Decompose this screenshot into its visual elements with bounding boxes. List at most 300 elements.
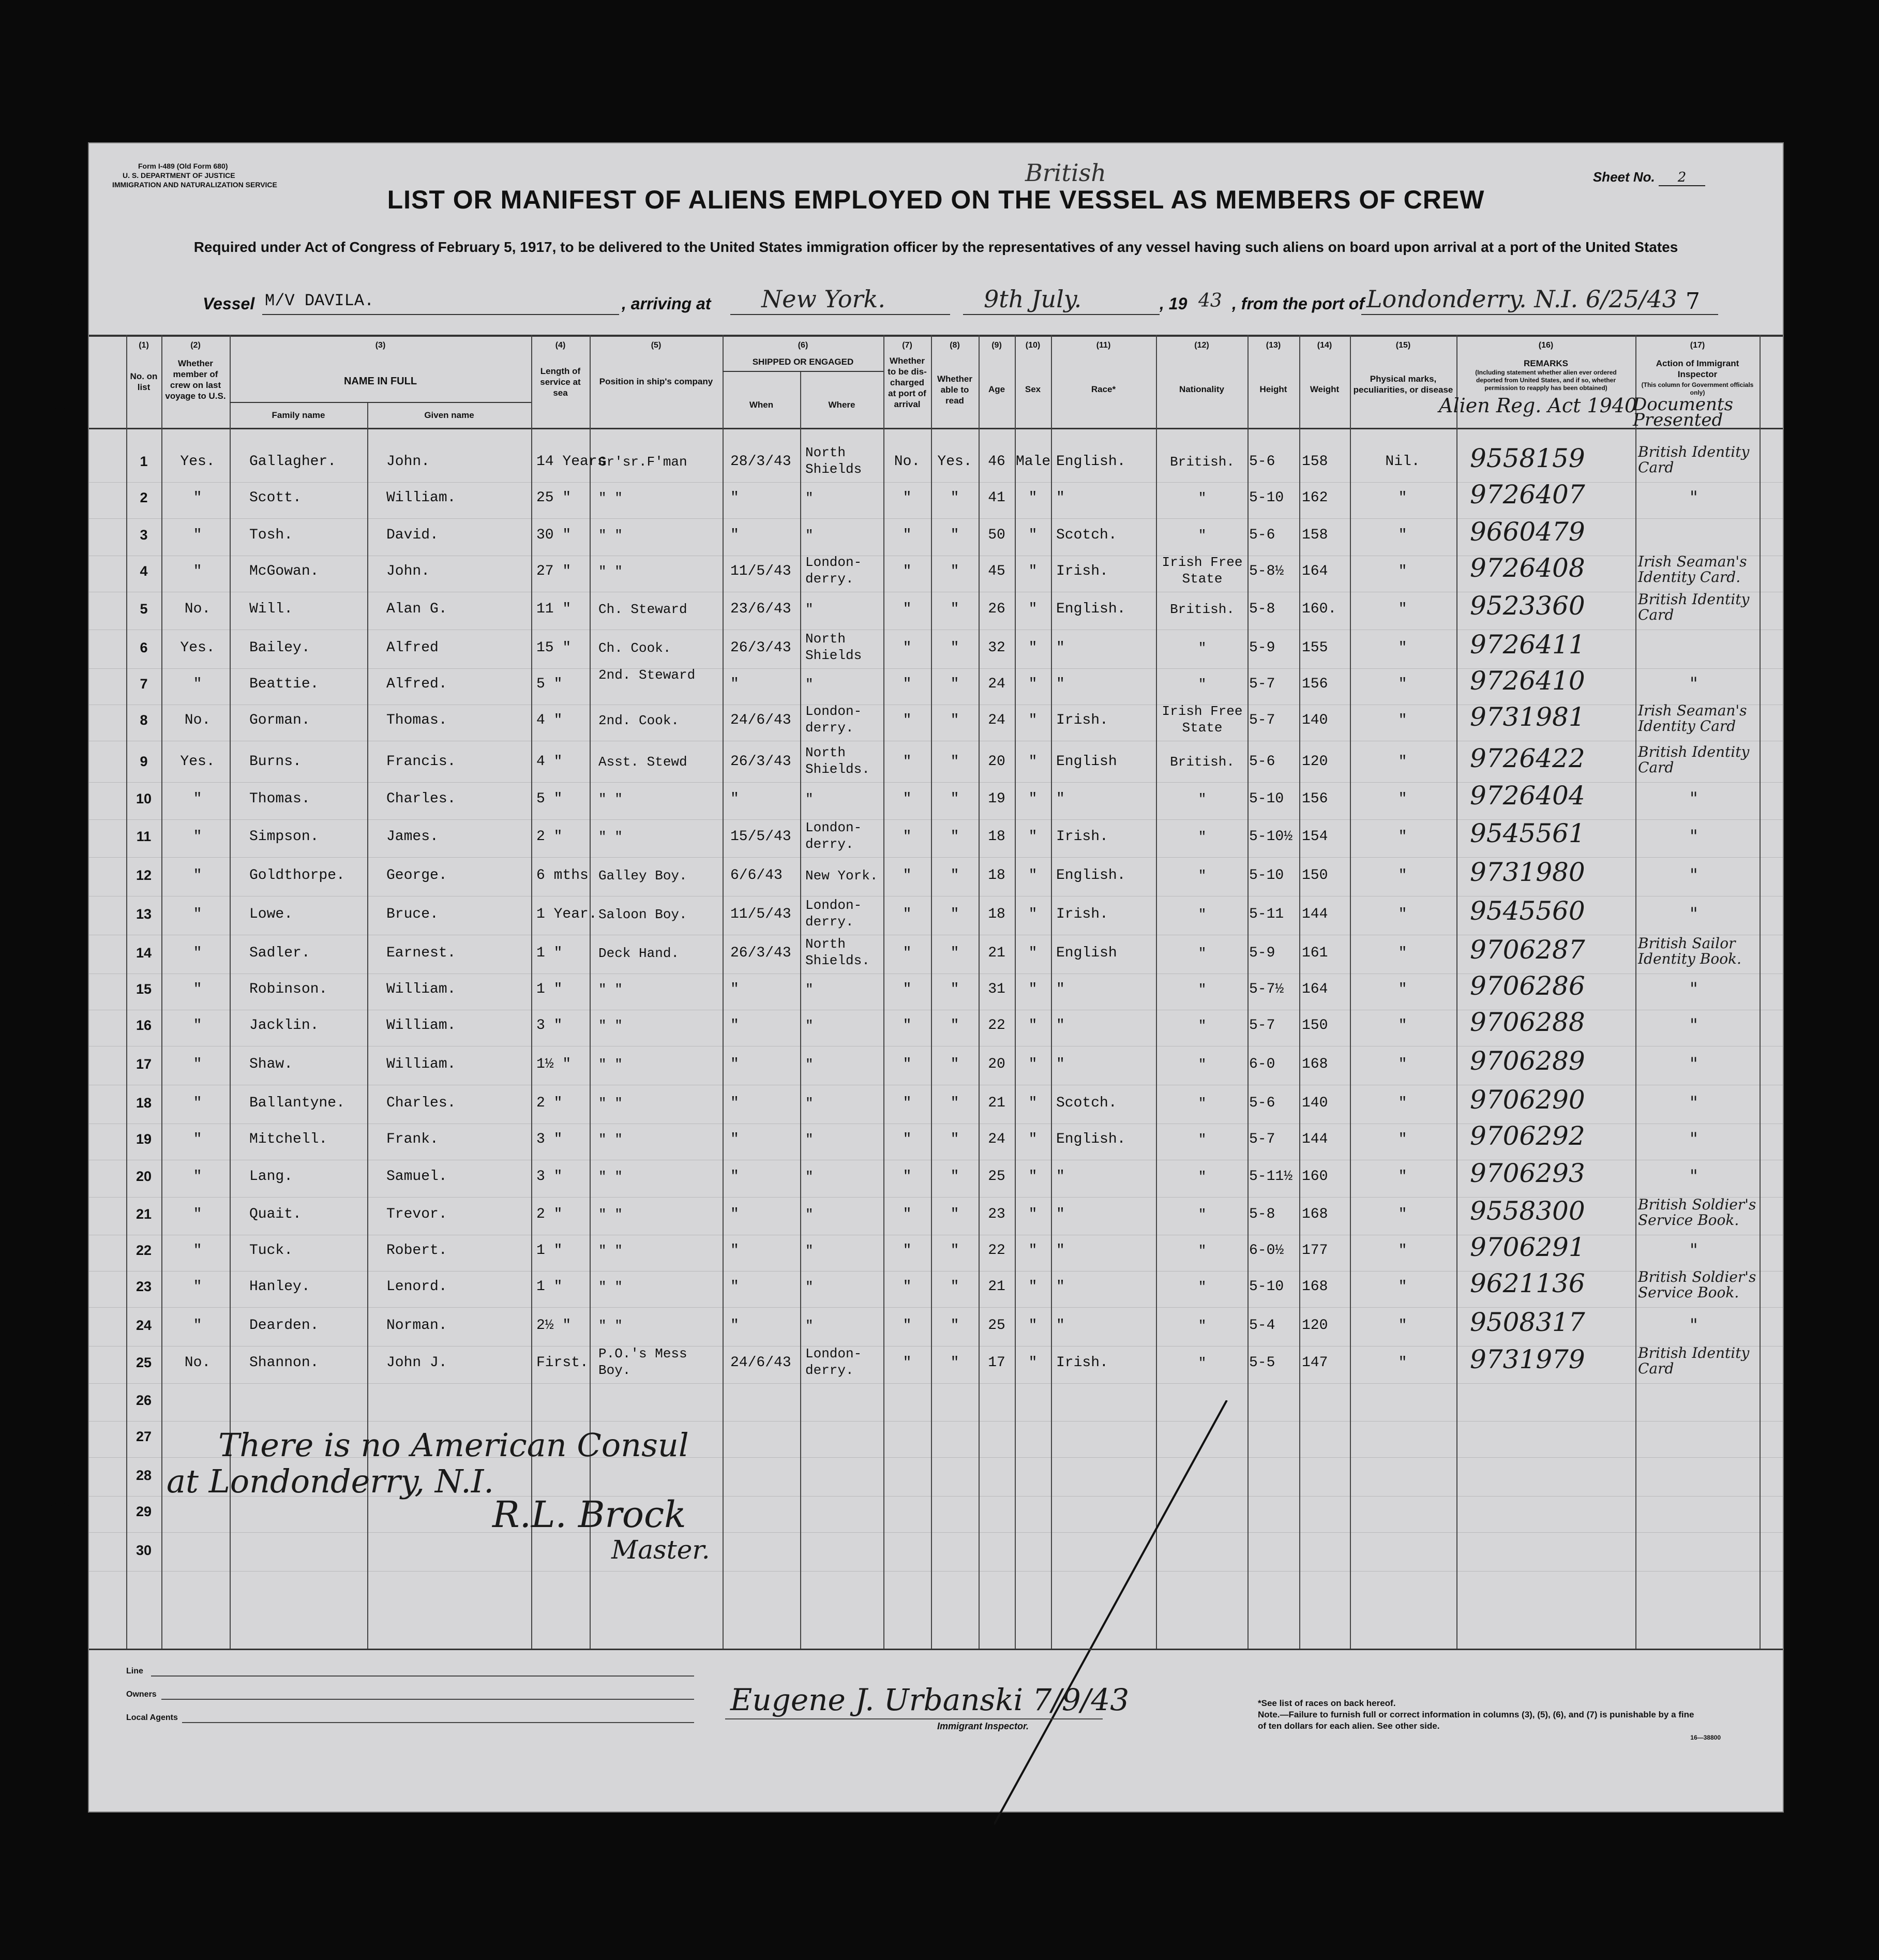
cell-race: " <box>1056 791 1065 807</box>
cell-disch: " <box>903 867 912 884</box>
cell-when: 24/6/43 <box>730 712 791 728</box>
remark-number: 9706291 <box>1470 1232 1585 1262</box>
col-head-remarks: REMARKS <box>1524 358 1568 368</box>
cell-race: English. <box>1056 454 1126 470</box>
remark-number: 9731980 <box>1470 857 1585 887</box>
cell-prev: " <box>193 906 202 922</box>
cell-read: " <box>950 1056 959 1072</box>
cell-family: Gallagher. <box>249 454 337 470</box>
row-number: 11 <box>136 829 152 844</box>
cell-marks: " <box>1398 1169 1407 1185</box>
cell-read: " <box>950 676 959 692</box>
cell-when: " <box>730 1056 739 1072</box>
vessel-line <box>203 285 1754 324</box>
cell-weight: 158 <box>1302 527 1328 543</box>
cell-given: Lenord. <box>386 1279 447 1295</box>
cell-prev: " <box>193 563 202 579</box>
cell-race: English. <box>1056 601 1126 617</box>
col-divider <box>800 371 801 1649</box>
inspector-action: British Sailor Identity Book. <box>1638 935 1741 967</box>
remark-number: 9731979 <box>1470 1344 1585 1374</box>
cell-read: " <box>950 640 959 656</box>
cell-nat: " <box>1198 1057 1207 1072</box>
cell-age: 20 <box>988 1056 1005 1072</box>
cell-age: 21 <box>988 1095 1005 1111</box>
cell-nat: " <box>1198 1169 1207 1185</box>
cell-given: David. <box>386 527 439 543</box>
cell-sex: " <box>1028 1355 1038 1371</box>
cell-when: " <box>730 1206 739 1222</box>
col-num-9: (9) <box>991 341 1002 350</box>
cell-family: Shannon. <box>249 1355 319 1371</box>
cell-prev: " <box>193 1318 202 1334</box>
cell-sex: " <box>1028 1206 1038 1222</box>
cell-marks: Nil. <box>1385 454 1420 470</box>
row-number: 4 <box>140 563 148 579</box>
cell-given: Frank. <box>386 1131 439 1147</box>
cell-marks: " <box>1398 527 1407 543</box>
cell-service: 1 " <box>536 1279 563 1295</box>
cell-where: North Shields. <box>805 936 870 968</box>
cell-service: 4 " <box>536 754 563 770</box>
cell-given: Robert. <box>386 1243 447 1259</box>
cell-height: 5-10 <box>1249 791 1284 807</box>
inspector-action: " <box>1690 1129 1698 1149</box>
col-divider <box>1247 335 1249 1649</box>
cell-family: Bailey. <box>249 640 310 656</box>
port-underline <box>1361 314 1718 315</box>
cell-service: 6 mths <box>536 867 589 884</box>
cell-race: " <box>1056 1318 1065 1334</box>
cell-race: Scotch. <box>1056 527 1117 543</box>
cell-service: 1½ " <box>536 1056 572 1072</box>
cell-family: Hanley. <box>249 1279 310 1295</box>
cell-marks: " <box>1398 791 1407 807</box>
arrival-year: 43 <box>1198 290 1222 311</box>
col-head-nationality: Nationality <box>1179 384 1224 394</box>
remark-number: 9558300 <box>1470 1196 1585 1226</box>
inspector-action: " <box>1690 1315 1698 1336</box>
cell-where: " <box>805 602 814 617</box>
col-head-prev-voyage: Whether member of crew on last voyage to U.S. <box>165 358 226 401</box>
cell-where: North Shields <box>805 445 862 477</box>
cell-position: " " <box>598 1207 623 1222</box>
cell-marks: " <box>1398 1243 1407 1259</box>
cell-weight: 161 <box>1302 945 1328 961</box>
service-name: IMMIGRATION AND NATURALIZATION SERVICE <box>112 181 277 189</box>
cell-prev: Yes. <box>180 640 215 656</box>
cell-sex: " <box>1028 754 1038 770</box>
cell-read: " <box>950 490 959 506</box>
col-head-action-sub: (This column for Government officials only) <box>1641 381 1754 396</box>
remark-number: 9726404 <box>1470 781 1585 811</box>
cell-height: 5-7 <box>1249 712 1275 728</box>
remark-number: 9706293 <box>1470 1158 1585 1188</box>
inspector-action: " <box>1690 865 1698 886</box>
col-head-sex: Sex <box>1025 384 1041 394</box>
col-num-7: (7) <box>902 341 912 350</box>
cell-sex: " <box>1028 490 1038 506</box>
cell-age: 17 <box>988 1355 1005 1371</box>
cell-given: William. <box>386 981 456 997</box>
cell-prev: " <box>193 1279 202 1295</box>
col-head-given: Given name <box>424 410 474 420</box>
binder-hole <box>46 1583 74 1612</box>
cell-position: " " <box>598 1057 623 1072</box>
cell-family: Scott. <box>249 490 302 506</box>
cell-nat: " <box>1198 1279 1207 1295</box>
cell-prev: " <box>193 791 202 807</box>
col-num-11: (11) <box>1096 341 1111 350</box>
cell-read: " <box>950 867 959 884</box>
cell-read: " <box>950 1131 959 1147</box>
cell-disch: " <box>903 1056 912 1072</box>
cell-where: " <box>805 1279 814 1295</box>
cell-position: " " <box>598 791 623 807</box>
cell-race: Irish. <box>1056 1355 1108 1371</box>
cell-given: William. <box>386 490 456 506</box>
owners-underline <box>161 1699 694 1700</box>
cell-where: " <box>805 1096 814 1111</box>
cell-prev: No. <box>184 712 211 728</box>
cell-read: " <box>950 1206 959 1222</box>
cell-family: Lang. <box>249 1169 293 1185</box>
cell-disch: " <box>903 601 912 617</box>
cell-race: English <box>1056 945 1117 961</box>
cell-given: John J. <box>386 1355 447 1371</box>
cell-family: Tosh. <box>249 527 293 543</box>
sheet-number-value: 2 <box>1659 170 1705 186</box>
cell-position: " " <box>598 528 623 543</box>
cell-weight: 140 <box>1302 712 1328 728</box>
cell-position: " " <box>598 1169 623 1185</box>
cell-race: " <box>1056 1018 1065 1034</box>
cell-when: 11/5/43 <box>730 906 791 922</box>
row-number: 25 <box>136 1355 152 1370</box>
row-number: 14 <box>136 945 152 961</box>
cell-height: 5-6 <box>1249 754 1275 770</box>
row-number: 9 <box>140 754 148 769</box>
date-underline <box>963 314 1160 315</box>
cell-when: 15/5/43 <box>730 829 791 845</box>
cell-position: " " <box>598 1132 623 1147</box>
cell-marks: " <box>1398 490 1407 506</box>
cell-family: Quait. <box>249 1206 302 1222</box>
cell-race: Scotch. <box>1056 1095 1117 1111</box>
cell-service: 25 " <box>536 490 572 506</box>
cell-service: First. <box>536 1355 589 1371</box>
inspector-action: " <box>1690 904 1698 924</box>
cell-where: " <box>805 1243 814 1259</box>
cell-position: 2nd. Steward <box>598 667 696 683</box>
corner-mark: 7 <box>1686 288 1700 315</box>
remark-number: 9726411 <box>1470 630 1585 660</box>
cell-when: " <box>730 490 739 506</box>
cell-nat: Irish Free State <box>1162 555 1243 587</box>
col-num-17: (17) <box>1690 341 1705 350</box>
col-num-6: (6) <box>798 341 808 350</box>
cell-nat: " <box>1198 677 1207 692</box>
cell-sex: " <box>1028 906 1038 922</box>
cell-read: " <box>950 829 959 845</box>
row-gridline <box>89 1383 1783 1384</box>
cell-read: " <box>950 1018 959 1034</box>
row-number: 18 <box>136 1095 152 1111</box>
cell-when: 28/3/43 <box>730 454 791 470</box>
cell-nat: " <box>1198 791 1207 807</box>
col-divider <box>1299 335 1300 1649</box>
inspector-action: " <box>1690 487 1698 508</box>
cell-when: 26/3/43 <box>730 754 791 770</box>
consul-note-line1: There is no American Consul <box>218 1426 689 1464</box>
cell-race: " <box>1056 1243 1065 1259</box>
cell-race: English. <box>1056 1131 1126 1147</box>
cell-height: 5-11 <box>1249 906 1284 922</box>
line-label: Line <box>126 1667 143 1675</box>
cell-age: 24 <box>988 1131 1005 1147</box>
cell-family: Lowe. <box>249 906 293 922</box>
remark-number: 9726410 <box>1470 666 1585 696</box>
remark-number: 9660479 <box>1470 517 1585 547</box>
cell-read: " <box>950 906 959 922</box>
manifest-sheet <box>88 142 1784 1813</box>
inspector-action: " <box>1690 826 1698 847</box>
cell-prev: " <box>193 867 202 884</box>
col-divider <box>1760 335 1761 1649</box>
cell-read: " <box>950 1243 959 1259</box>
col-num-16: (16) <box>1538 341 1554 350</box>
cell-service: 5 " <box>536 676 563 692</box>
inspector-action: " <box>1690 674 1698 694</box>
cell-when: " <box>730 1095 739 1111</box>
inspector-action: British Soldier's Service Book. <box>1638 1196 1756 1229</box>
dept-name: U. S. DEPARTMENT OF JUSTICE <box>123 171 235 179</box>
cell-given: William. <box>386 1018 456 1034</box>
vessel-label: Vessel <box>203 294 255 313</box>
departure-port: Londonderry. N.I. 6/25/43 <box>1366 285 1678 313</box>
cell-given: John. <box>386 454 430 470</box>
remark-number: 9523360 <box>1470 591 1585 621</box>
cell-disch: " <box>903 829 912 845</box>
cell-prev: " <box>193 676 202 692</box>
inspector-slash-mark <box>994 1400 1237 1830</box>
cell-age: 21 <box>988 1279 1005 1295</box>
cell-position: " " <box>598 564 623 579</box>
cell-when: " <box>730 1279 739 1295</box>
cell-position: P.O.'s Mess Boy. <box>598 1346 687 1378</box>
remark-number: 9621136 <box>1470 1268 1585 1298</box>
cell-family: McGowan. <box>249 563 319 579</box>
cell-given: William. <box>386 1056 456 1072</box>
cell-marks: " <box>1398 945 1407 961</box>
sheet-label: Sheet No. <box>1592 169 1655 185</box>
cell-disch: " <box>903 1095 912 1111</box>
cell-weight: 168 <box>1302 1206 1328 1222</box>
cell-service: 2½ " <box>536 1318 572 1334</box>
cell-weight: 150 <box>1302 1018 1328 1034</box>
cell-weight: 156 <box>1302 676 1328 692</box>
remark-number: 9545560 <box>1470 896 1585 926</box>
row-number: 26 <box>136 1393 152 1408</box>
cell-marks: " <box>1398 906 1407 922</box>
cell-weight: 144 <box>1302 1131 1328 1147</box>
cell-nat: " <box>1198 1243 1207 1259</box>
cell-weight: 156 <box>1302 791 1328 807</box>
cell-sex: " <box>1028 712 1038 728</box>
cell-age: 31 <box>988 981 1005 997</box>
cell-family: Tuck. <box>249 1243 293 1259</box>
cell-service: 3 " <box>536 1131 563 1147</box>
row-number: 21 <box>136 1206 152 1222</box>
cell-given: Norman. <box>386 1318 447 1334</box>
cell-disch: " <box>903 1018 912 1034</box>
cell-given: Alfred <box>386 640 439 656</box>
row-number: 23 <box>136 1279 152 1294</box>
year-prefix: , 19 <box>1160 294 1187 313</box>
cell-race: " <box>1056 1169 1065 1185</box>
footnotes <box>1258 1698 1697 1732</box>
cell-sex: Male <box>1016 454 1051 470</box>
cell-age: 41 <box>988 490 1005 506</box>
remark-number: 9545561 <box>1470 818 1585 848</box>
cell-position: Ch. Steward <box>598 602 687 617</box>
cell-prev: No. <box>184 601 211 617</box>
cell-race: " <box>1056 981 1065 997</box>
cell-height: 5-6 <box>1249 454 1275 470</box>
cell-where: " <box>805 1169 814 1185</box>
cell-prev: " <box>193 1243 202 1259</box>
inspector-action: Irish Seaman's Identity Card. <box>1638 553 1747 586</box>
cell-nat: " <box>1198 1207 1207 1222</box>
from-port-label: , from the port of <box>1232 294 1364 313</box>
cell-read: " <box>950 712 959 728</box>
cell-weight: 150 <box>1302 867 1328 884</box>
cell-sex: " <box>1028 563 1038 579</box>
cell-disch: " <box>903 945 912 961</box>
cell-race: Irish. <box>1056 906 1108 922</box>
cell-age: 19 <box>988 791 1005 807</box>
cell-given: Samuel. <box>386 1169 447 1185</box>
cell-read: " <box>950 601 959 617</box>
cell-given: Alfred. <box>386 676 447 692</box>
col-num-13: (13) <box>1266 341 1281 350</box>
inspector-action: British Identity Card <box>1638 591 1750 623</box>
col-num-4: (4) <box>555 341 566 350</box>
row-number: 1 <box>140 454 148 469</box>
cell-height: 5-8 <box>1249 1206 1275 1222</box>
owners-label: Owners <box>126 1690 157 1699</box>
cell-height: 6-0 <box>1249 1056 1275 1072</box>
cell-prev: " <box>193 829 202 845</box>
cell-age: 45 <box>988 563 1005 579</box>
cell-read: " <box>950 981 959 997</box>
consul-note-line2: at Londonderry, N.I. <box>167 1462 494 1500</box>
cell-weight: 120 <box>1302 754 1328 770</box>
cell-service: 4 " <box>536 712 563 728</box>
row-number: 15 <box>136 981 152 997</box>
cell-disch: No. <box>894 454 921 470</box>
inspector-action: " <box>1690 1166 1698 1187</box>
cell-age: 18 <box>988 906 1005 922</box>
cell-family: Goldthorpe. <box>249 867 345 884</box>
col-head-service: Length of service at sea <box>540 366 581 398</box>
col-head-age: Age <box>988 384 1005 394</box>
cell-read: " <box>950 1355 959 1371</box>
cell-where: " <box>805 677 814 692</box>
cell-marks: " <box>1398 1355 1407 1371</box>
cell-weight: 144 <box>1302 906 1328 922</box>
cell-position: " " <box>598 1018 623 1034</box>
cell-age: 23 <box>988 1206 1005 1222</box>
page-title: LIST OR MANIFEST OF ALIENS EMPLOYED ON THE VESSEL AS MEMBERS OF CREW <box>387 185 1485 214</box>
cell-disch: " <box>903 712 912 728</box>
cell-prev: " <box>193 1131 202 1147</box>
cell-where: " <box>805 490 814 506</box>
remark-number: 9558159 <box>1470 443 1585 473</box>
row-gridline <box>89 1532 1783 1533</box>
col-divider <box>126 335 127 1649</box>
cell-family: Gorman. <box>249 712 310 728</box>
master-title: Master. <box>611 1535 710 1565</box>
cell-nat: " <box>1198 1318 1207 1334</box>
binder-hole <box>46 1503 74 1532</box>
cell-given: George. <box>386 867 447 884</box>
cell-where: " <box>805 1318 814 1334</box>
cell-nat: Irish Free State <box>1162 704 1243 736</box>
cell-age: 18 <box>988 829 1005 845</box>
cell-family: Jacklin. <box>249 1018 319 1034</box>
cell-disch: " <box>903 1318 912 1334</box>
cell-when: " <box>730 1169 739 1185</box>
cell-disch: " <box>903 1206 912 1222</box>
cell-nat: " <box>1198 829 1207 845</box>
cell-nat: " <box>1198 907 1207 922</box>
cell-weight: 147 <box>1302 1355 1328 1371</box>
cell-prev: " <box>193 490 202 506</box>
cell-marks: " <box>1398 676 1407 692</box>
cell-sex: " <box>1028 1318 1038 1334</box>
cell-prev: " <box>193 527 202 543</box>
cell-sex: " <box>1028 945 1038 961</box>
cell-when: 11/5/43 <box>730 563 791 579</box>
cell-where: " <box>805 1207 814 1222</box>
cell-read: " <box>950 1095 959 1111</box>
cell-age: 50 <box>988 527 1005 543</box>
cell-sex: " <box>1028 676 1038 692</box>
remark-number: 9706288 <box>1470 1007 1585 1037</box>
cell-where: London-derry. <box>805 555 862 587</box>
cell-height: 5-10 <box>1249 1279 1284 1295</box>
cell-position: Asst. Stewd <box>598 754 687 770</box>
cell-sex: " <box>1028 601 1038 617</box>
cell-height: 5-5 <box>1249 1355 1275 1371</box>
cell-marks: " <box>1398 1095 1407 1111</box>
cell-marks: " <box>1398 754 1407 770</box>
cell-disch: " <box>903 1243 912 1259</box>
cell-family: Thomas. <box>249 791 310 807</box>
remark-number: 9706290 <box>1470 1085 1585 1115</box>
cell-position: 2nd. Cook. <box>598 713 680 728</box>
row-number: 6 <box>140 640 148 655</box>
arriving-underline <box>730 314 950 315</box>
cell-nat: British. <box>1170 454 1235 470</box>
cell-prev: " <box>193 1095 202 1111</box>
cell-marks: " <box>1398 1318 1407 1334</box>
cell-height: 5-10 <box>1249 490 1284 506</box>
cell-weight: 164 <box>1302 563 1328 579</box>
binder-hole <box>46 629 74 657</box>
col-num-8: (8) <box>950 341 960 350</box>
